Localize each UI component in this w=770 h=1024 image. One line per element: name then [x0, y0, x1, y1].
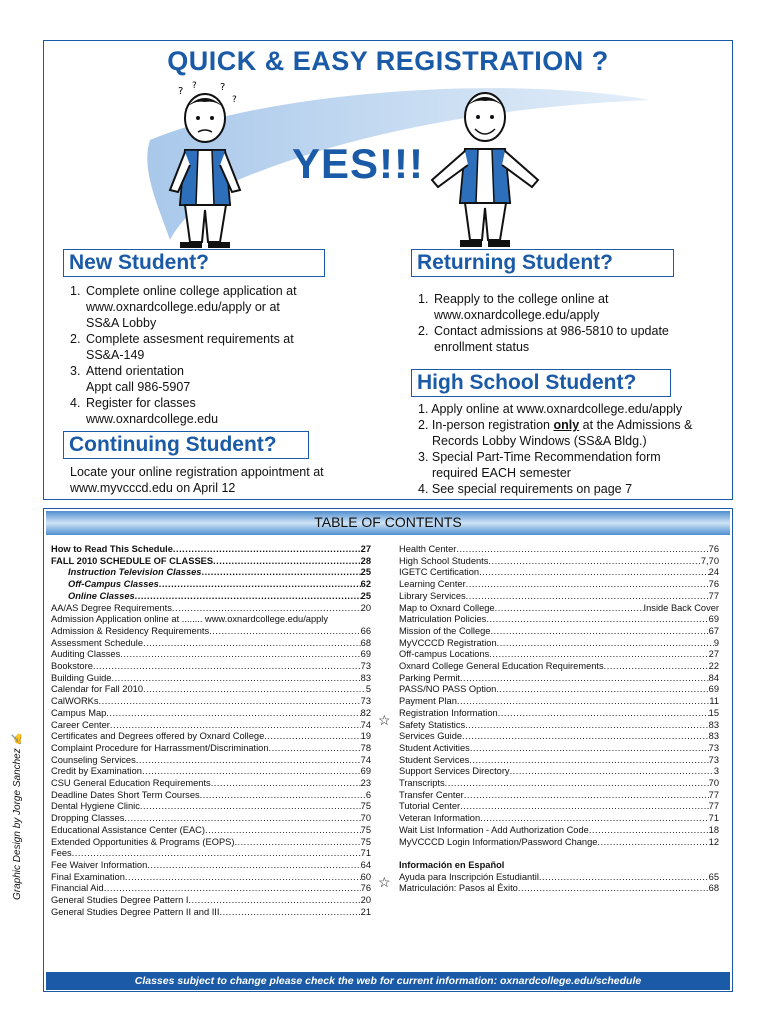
toc-entry[interactable]: Oxnard College General Education Requirements ..... 22: [399, 661, 719, 673]
high-school-student-heading: High School Student?: [411, 369, 671, 397]
toc-entry[interactable]: Payment Plan ..... 11: [399, 696, 719, 708]
toc-entry[interactable]: Fees ..... 71: [51, 848, 371, 860]
toc-entry[interactable]: Final Examination ..... 60: [51, 872, 371, 884]
hs-line-3: Records Lobby Windows (SS&A Bldg.): [432, 434, 647, 448]
toc-entry[interactable]: Certificates and Degrees offered by Oxnard College ..... 19: [51, 731, 371, 743]
toc-entry[interactable]: Student Activities ..... 73: [399, 743, 719, 755]
toc-entry[interactable]: Counseling Services ..... 74: [51, 755, 371, 767]
returning-student-steps: [418, 291, 718, 355]
toc-entry[interactable]: CSU General Education Requirements ..... 23: [51, 778, 371, 790]
toc-entry[interactable]: Assessment Schedule ..... 68: [51, 638, 371, 650]
toc-entry[interactable]: Off-campus Locations ..... 27: [399, 649, 719, 661]
toc-entry[interactable]: Matriculación: Pasos al Éxito ..... 68: [399, 883, 719, 895]
toc-entry[interactable]: Campus Map ..... 82: [51, 708, 371, 720]
continuing-line-2: www.myvcccd.edu on April 12: [70, 481, 236, 495]
toc-left-column: [51, 544, 371, 919]
returning-student-line: 2. Contact admissions at 986-5810 to update: [418, 324, 669, 338]
svg-text:?: ?: [220, 82, 226, 93]
hs-line-4: 3. Special Part-Time Recommendation form: [418, 450, 661, 464]
new-student-line: SS&A Lobby: [86, 316, 157, 330]
toc-entry[interactable]: Complaint Procedure for Harrassment/Discrimination ..... 78: [51, 743, 371, 755]
svg-text:?: ?: [178, 86, 184, 97]
toc-entry[interactable]: Instruction Television Classes ..... 25: [51, 567, 371, 579]
new-student-line: 3. Attend orientation: [70, 364, 184, 378]
toc-entry[interactable]: Online Classes ..... 25: [51, 591, 371, 603]
toc-entry[interactable]: Parking Permit ..... 84: [399, 673, 719, 685]
toc-entry[interactable]: Career Center ..... 74: [51, 720, 371, 732]
new-student-line: 2. Complete assesment requirements at: [70, 332, 294, 346]
hs-line-2: 2. In-person registration only at the Admissions &: [418, 418, 693, 432]
toc-entry[interactable]: Educational Assistance Center (EAC) ..... 75: [51, 825, 371, 837]
toc-heading: TABLE OF CONTENTS: [314, 514, 462, 530]
toc-entry[interactable]: Matriculation Policies ..... 69: [399, 614, 719, 626]
returning-student-line: 1. Reapply to the college online at: [418, 292, 609, 306]
new-student-line: SS&A-149: [86, 348, 145, 362]
page-title: QUICK & EASY REGISTRATION ?: [167, 46, 609, 76]
toc-entry[interactable]: Financial Aid ..... 76: [51, 883, 371, 895]
hs-only-emphasis: only: [553, 418, 580, 432]
new-student-line: www.oxnardcollege.edu/apply or at: [86, 300, 280, 314]
toc-entry[interactable]: Health Center ..... 76: [399, 544, 719, 556]
toc-entry[interactable]: Safety Statistics ..... 83: [399, 720, 719, 732]
new-student-steps: [70, 283, 360, 427]
new-student-heading: New Student?: [63, 249, 325, 277]
footer-notice: Classes subject to change please check the web for current information: oxnardcollege.edu/schedule: [46, 972, 730, 990]
toc-entry[interactable]: Map to Oxnard College ..... Inside Back Cover: [399, 603, 719, 615]
toc-entry[interactable]: Off-Campus Classes ..... 62: [51, 579, 371, 591]
hs-line-1: 1. Apply online at www.oxnardcollege.edu/apply: [418, 402, 683, 416]
star-icon: ☆: [378, 712, 391, 728]
hs-line-5: required EACH semester: [432, 466, 571, 480]
spanish-info-heading: Información en Español: [399, 859, 505, 870]
toc-spacer: [399, 848, 719, 860]
toc-entry[interactable]: How to Read This Schedule ..... 27: [51, 544, 371, 556]
continuing-student-text: [70, 464, 370, 496]
toc-entry[interactable]: Bookstore ..... 73: [51, 661, 371, 673]
toc-entry[interactable]: CalWORKs ..... 73: [51, 696, 371, 708]
toc-entry[interactable]: MyVCCCD Login Information/Password Change ..... 12: [399, 837, 719, 849]
toc-entry[interactable]: PASS/NO PASS Option ..... 69: [399, 684, 719, 696]
toc-entry[interactable]: Mission of the College ..... 67: [399, 626, 719, 638]
toc-entry[interactable]: Building Guide ..... 83: [51, 673, 371, 685]
toc-entry[interactable]: Fee Waiver Information ..... 64: [51, 860, 371, 872]
svg-text:?: ?: [232, 95, 237, 105]
new-student-line: www.oxnardcollege.edu: [86, 412, 219, 426]
toc-entry[interactable]: Wait List Information - Add Authorization Code ..... 18: [399, 825, 719, 837]
new-student-line: 4. Register for classes: [70, 396, 196, 410]
toc-entry[interactable]: Tutorial Center ..... 77: [399, 801, 719, 813]
toc-entry[interactable]: Support Services Directory ..... 3: [399, 766, 719, 778]
hs-line-6: 4. See special requirements on page 7: [418, 482, 633, 496]
toc-entry[interactable]: High School Students ..... 7,70: [399, 556, 719, 568]
toc-entry[interactable]: Admission & Residency Requirements ..... 66: [51, 626, 371, 638]
toc-entry[interactable]: Auditing Classes ..... 69: [51, 649, 371, 661]
toc-entry[interactable]: FALL 2010 SCHEDULE OF CLASSES ..... 28: [51, 556, 371, 568]
toc-entry[interactable]: Library Services ..... 77: [399, 591, 719, 603]
toc-entry[interactable]: General Studies Degree Pattern II and III ..... 21: [51, 907, 371, 919]
happy-student-illustration: [420, 85, 550, 250]
returning-student-line: www.oxnardcollege.edu/apply: [434, 308, 600, 322]
toc-entry[interactable]: Deadline Dates Short Term Courses ..... 6: [51, 790, 371, 802]
side-credit: Graphic Design by Jorge Sanchez ✍: [12, 733, 23, 900]
toc-entry[interactable]: Extended Opportunities & Programs (EOPS) ..... 75: [51, 837, 371, 849]
returning-student-heading: Returning Student?: [411, 249, 674, 277]
toc-entry[interactable]: Transfer Center ..... 77: [399, 790, 719, 802]
toc-entry[interactable]: AA/AS Degree Requirements ..... 20: [51, 603, 371, 615]
returning-student-line: enrollment status: [434, 340, 530, 354]
toc-entry[interactable]: Calendar for Fall 2010 ..... 5: [51, 684, 371, 696]
toc-entry[interactable]: Dental Hygiene Clinic ..... 75: [51, 801, 371, 813]
toc-right-column: [399, 544, 719, 895]
toc-entry[interactable]: MyVCCCD Registration ..... 9: [399, 638, 719, 650]
high-school-student-steps: [418, 401, 728, 497]
toc-entry[interactable]: Veteran Information ..... 71: [399, 813, 719, 825]
yes-headline: YES!!!: [292, 140, 424, 187]
toc-entry[interactable]: Ayuda para Inscripción Estudiantil ..... 65: [399, 872, 719, 884]
toc-entry[interactable]: General Studies Degree Pattern I ..... 20: [51, 895, 371, 907]
toc-entry[interactable]: Services Guide ..... 83: [399, 731, 719, 743]
new-student-line: Appt call 986-5907: [86, 380, 191, 394]
star-icon: ☆: [378, 874, 391, 890]
confused-student-illustration: [150, 80, 260, 250]
toc-entry[interactable]: Credit by Examination ..... 69: [51, 766, 371, 778]
toc-entry[interactable]: Admission Application online at ........ www.oxnardcollege.edu/apply: [51, 614, 328, 625]
toc-entry[interactable]: Student Services ..... 73: [399, 755, 719, 767]
toc-entry[interactable]: Dropping Classes ..... 70: [51, 813, 371, 825]
toc-entry[interactable]: IGETC Certification ..... 24: [399, 567, 719, 579]
continuing-student-heading: Continuing Student?: [63, 431, 309, 459]
toc-entry[interactable]: Registration Information ..... 15: [399, 708, 719, 720]
toc-entry[interactable]: Learning Center ..... 76: [399, 579, 719, 591]
toc-entry[interactable]: Transcripts ..... 70: [399, 778, 719, 790]
new-student-line: 1. Complete online college application at: [70, 284, 297, 298]
svg-text:?: ?: [192, 81, 197, 91]
continuing-line-1: Locate your online registration appointment at: [70, 465, 324, 479]
